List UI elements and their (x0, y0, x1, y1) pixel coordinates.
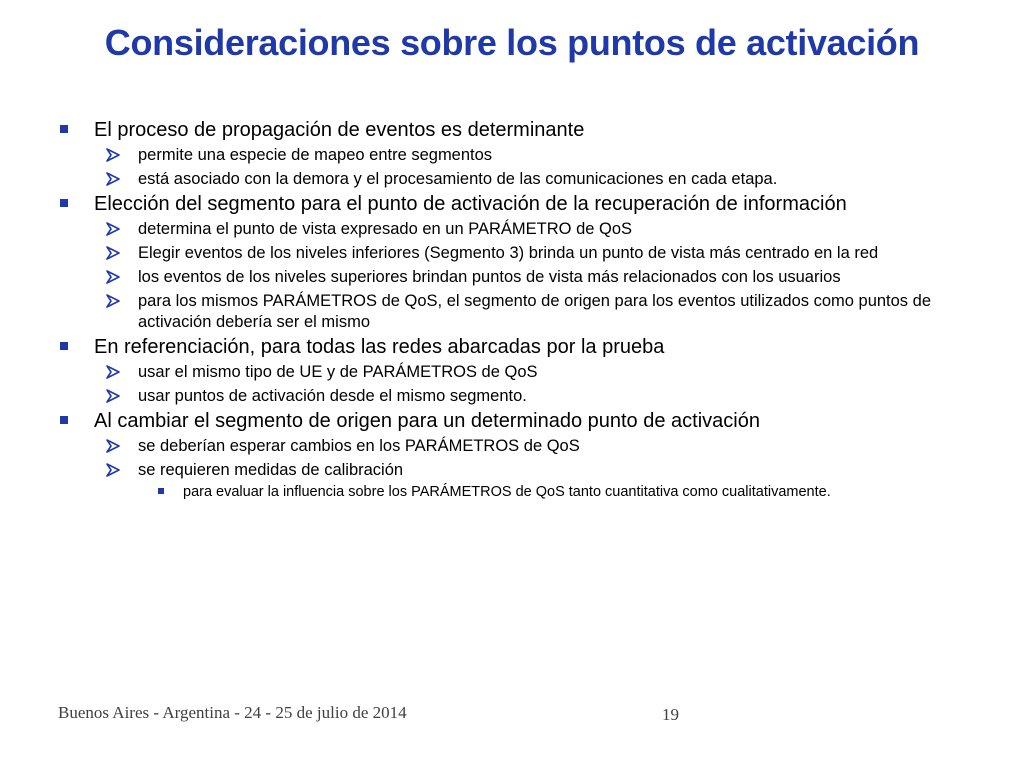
bullet-text: En referenciación, para todas las redes abarcadas por la prueba (94, 336, 665, 358)
bullet-text: Elección del segmento para el punto de activación de la recuperación de información (94, 193, 847, 215)
square-bullet-icon (60, 342, 68, 350)
sub-bullet-text: usar el mismo tipo de UE y de PARÁMETROS de QoS (138, 363, 538, 381)
sub-bullet-text: permite una especie de mapeo entre segmentos (138, 146, 493, 164)
sub-sub-bullet-text: para evaluar la influencia sobre los PARÁMETROS de QoS tanto cuantitativa como cualitativamente. (183, 484, 831, 500)
small-square-bullet-icon (158, 488, 164, 494)
arrow-bullet-icon (105, 462, 121, 478)
bullet-item-1 (58, 119, 998, 142)
arrow-bullet-icon (105, 221, 121, 237)
sub-bullet-item (58, 267, 998, 288)
sub-bullet-item (58, 436, 998, 457)
sub-bullet-text: determina el punto de vista expresado en un PARÁMETRO de QoS (138, 220, 633, 238)
bullet-list (58, 116, 998, 502)
bullet-item-2 (58, 193, 998, 216)
arrow-bullet-icon (105, 245, 121, 261)
arrow-bullet-icon (105, 293, 121, 309)
sub-bullet-item (58, 291, 998, 333)
bullet-text: El proceso de propagación de eventos es determinante (94, 119, 585, 141)
sub-bullet-item (58, 243, 998, 264)
sub-bullet-text: los eventos de los niveles superiores brindan puntos de vista más relacionados con los usuarios (138, 268, 841, 286)
footer-location-date: Buenos Aires - Argentina - 24 - 25 de julio de 2014 (58, 703, 407, 722)
sub-bullet-item (58, 386, 998, 407)
sub-bullet-text: se requieren medidas de calibración (138, 461, 404, 479)
page-number: 19 (662, 705, 679, 724)
sub-bullet-text: Elegir eventos de los niveles inferiores (Segmento 3) brinda un punto de vista más centrado en la red (138, 244, 879, 262)
arrow-bullet-icon (105, 171, 121, 187)
sub-bullet-item (58, 169, 998, 190)
arrow-bullet-icon (105, 269, 121, 285)
arrow-bullet-icon (105, 388, 121, 404)
square-bullet-icon (60, 199, 68, 207)
bullet-item-4 (58, 410, 998, 433)
sub-bullet-text: para los mismos PARÁMETROS de QoS, el segmento de origen para los eventos utilizados como puntos de activación debería ser el mismo (138, 292, 931, 331)
sub-bullet-text: se deberían esperar cambios en los PARÁMETROS de QoS (138, 437, 580, 455)
square-bullet-icon (60, 125, 68, 133)
sub-bullet-item (58, 145, 998, 166)
sub-bullet-text: está asociado con la demora y el procesamiento de las comunicaciones en cada etapa. (138, 170, 778, 188)
sub-bullet-item (58, 219, 998, 240)
sub-bullet-item (58, 460, 998, 481)
bullet-text: Al cambiar el segmento de origen para un determinado punto de activación (94, 410, 760, 432)
square-bullet-icon (60, 416, 68, 424)
sub-bullet-text: usar puntos de activación desde el mismo segmento. (138, 387, 527, 405)
arrow-bullet-icon (105, 147, 121, 163)
slide-title: Consideraciones sobre los puntos de activación (104, 22, 920, 63)
sub-sub-bullet-item (58, 483, 998, 502)
arrow-bullet-icon (105, 364, 121, 380)
arrow-bullet-icon (105, 438, 121, 454)
bullet-item-3 (58, 336, 998, 359)
sub-bullet-item (58, 362, 998, 383)
